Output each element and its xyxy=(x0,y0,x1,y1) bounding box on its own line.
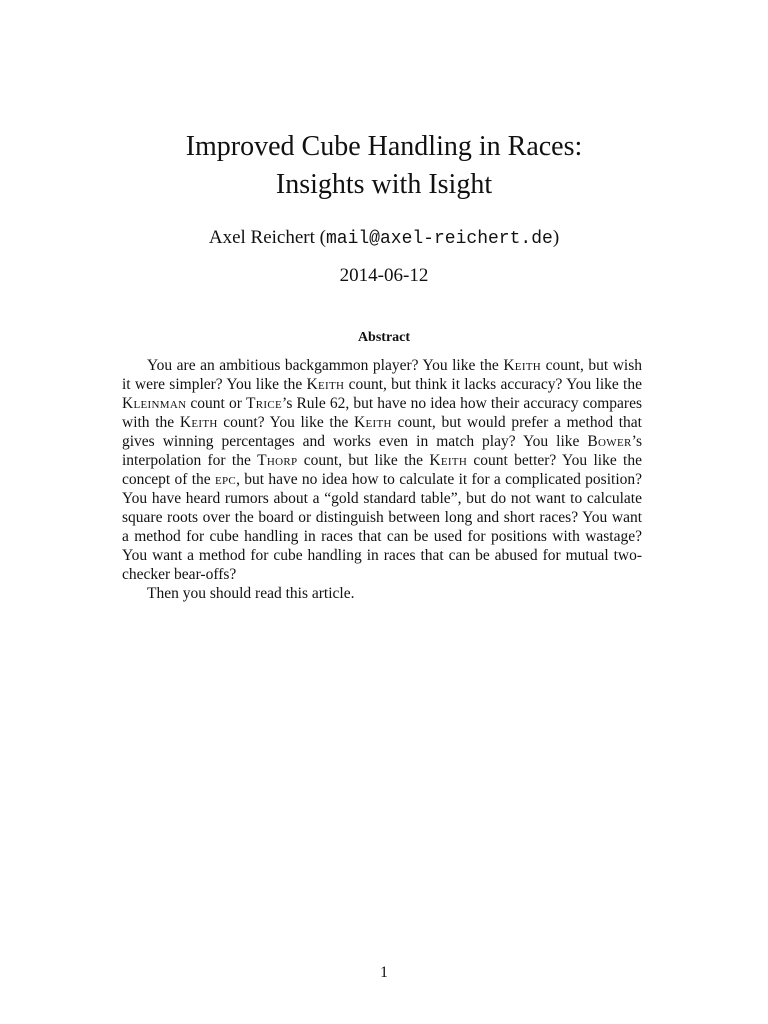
author-close-paren: ) xyxy=(552,227,560,248)
abstract-text: , but have no idea how to calculate it for a complicated position? You have heard rumors about a “gold standard table”, but do not want to calculate square roots over the board or distinguish between long and short races? You want a method for cube handling in races that can be used for positions with wastage? You want a method for cube handling in races that can be abused for mutual two-checker bear-offs? xyxy=(122,471,643,583)
name-bower: Bower xyxy=(587,433,632,450)
abstract-text: count, but would prefer a method that gives winning percentages and works even in match play? You like xyxy=(122,414,642,450)
paper-title xyxy=(0,128,768,204)
abstract-text: count or xyxy=(186,395,246,412)
author-email: mail@axel-reichert.de xyxy=(325,229,553,249)
name-keith: Keith xyxy=(354,414,392,431)
name-keith: Keith xyxy=(179,414,218,431)
name-keith: Keith xyxy=(306,376,345,393)
title-line-2: Insights with Isight xyxy=(275,169,493,200)
abstract-text: count? You like the xyxy=(217,414,355,431)
abstract-text: ’s Rule 62, but have no idea how their accuracy compares with the xyxy=(122,395,642,431)
name-thorp: Thorp xyxy=(257,452,298,469)
publication-date: 2014-06-12 xyxy=(339,265,429,286)
name-kleinman: Kleinman xyxy=(122,395,187,412)
author-name: Axel Reichert xyxy=(208,227,315,248)
abstract-text: count better? You like the concept of the xyxy=(122,452,642,488)
name-keith: Keith xyxy=(503,357,542,374)
name-trice: Trice xyxy=(245,395,283,412)
author-line xyxy=(0,226,768,251)
abstract-text: count, but think it lacks accuracy? You like the xyxy=(344,376,642,393)
abstract-text: count, but like the xyxy=(297,452,430,469)
abstract-paragraph-1 xyxy=(122,356,642,584)
term-epc: epc xyxy=(214,471,237,488)
abstract-paragraph-2: Then you should read this article. xyxy=(147,585,355,602)
abstract-body xyxy=(122,356,642,603)
title-line-1: Improved Cube Handling in Races: xyxy=(185,131,583,162)
abstract-text: count, but wish it were simpler? You like the xyxy=(122,357,643,393)
page-number: 1 xyxy=(380,964,388,981)
abstract-heading: Abstract xyxy=(357,330,411,345)
abstract-text: You are an ambitious backgammon player? You like the xyxy=(147,357,504,374)
abstract-text: ’s interpolation for the xyxy=(122,433,642,469)
name-keith: Keith xyxy=(429,452,468,469)
author-open-paren: ( xyxy=(314,227,326,248)
